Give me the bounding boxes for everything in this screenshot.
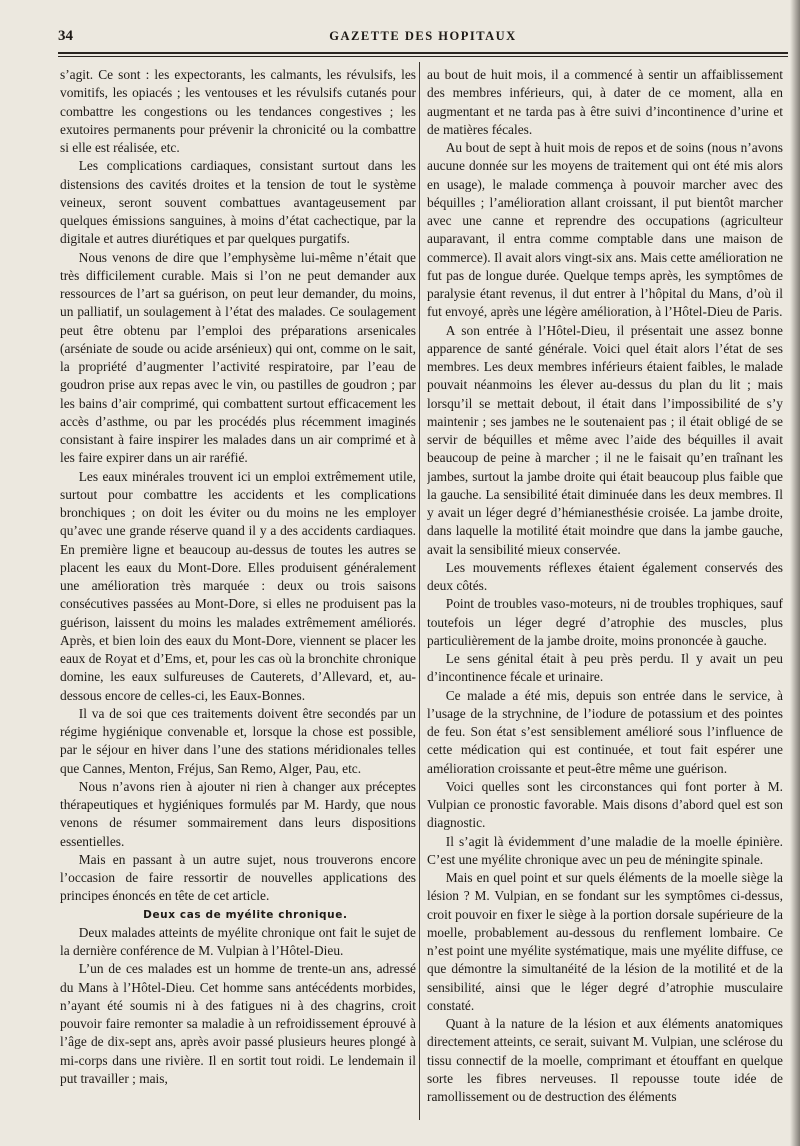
left-column (60, 66, 416, 1136)
paragraph: s’agit. Ce sont : les expectorants, les calmants, les révulsifs, les vomitifs, les opiacés ; les ventouses et les révulsifs cutanés pour combattre les congestions ou les tendances congestives ; les exutoires permanents pour prévenir la chronicité ou la combattre si elle est réalisée, etc. (60, 67, 416, 155)
page-edge-shadow (790, 0, 800, 1146)
running-title: GAZETTE DES HOPITAUX (329, 29, 517, 43)
header-rule-thin (58, 56, 788, 57)
page-number: 34 (58, 28, 73, 44)
paragraph: Les mouvements réflexes étaient également conservés des deux côtés. (427, 559, 783, 593)
paragraph: Il s’agit là évidemment d’une maladie de la moelle épinière. C’est une myélite chronique avec un peu de méningite spinale. (427, 833, 783, 867)
paragraph: A son entrée à l’Hôtel-Dieu, il présentait une assez bonne apparence de santé générale. Voici quel était alors l’état de ses membres. Les deux membres inférieurs étaient faibles, le malade pouvait néanmoins les élever au-dessus du plan du lit ; mais lorsqu’il se mettait debout, il était dans l’impossibilité de s’y maintenir ; ses jambes ne le soutenaient pas ; il était obligé de se servir de béquilles et même avec l’aide des béquilles il avait beaucoup de peine à marcher ; il ne le faisait qu’en traînant les jambes, surtout la jambe droite qui était beaucoup plus faible que la gauche. La sensibilité était diminuée dans les deux membres. Il y avait un léger degré d’hémianesthésie croisée. La jambe droite, dans laquelle la motilité était moindre que dans la jambe gauche, avait la sensibilité mieux conservée. (427, 322, 783, 557)
paragraph: Le sens génital était à peu près perdu. Il y avait un peu d’incontinence fécale et urinaire. (427, 651, 783, 685)
paragraph: Point de troubles vaso-moteurs, ni de troubles trophiques, sauf toutefois un léger degré d’atrophie des muscles, plus particulièrement de la jambe droite, moins prononcée à gauche. (427, 596, 783, 648)
right-column (427, 66, 783, 1136)
paragraph: Il va de soi que ces traitements doivent être secondés par un régime hygiénique convenable et, lorsque la chose est possible, par le séjour en hiver dans l’une des stations méridionales telles que Cannes, Menton, Fréjus, San Remo, Alger, Pau, etc. (60, 705, 416, 776)
header-rule-thick (58, 52, 788, 54)
paragraph: Au bout de sept à huit mois de repos et de soins (nous n’avons aucune donnée sur les moyens de traitement qui ont été mis alors en usage), le malade commença à pouvoir marcher avec des béquilles ; l’amélioration allant croissant, il put bientôt marcher avec une canne et reprendre des occupations (agriculteur auparavant, il entra comme comptable dans une maison de commerce). Il avait alors vingt-six ans. Mais cette amélioration ne fut pas de longue durée. Quelque temps après, les symptômes de paralysie étant revenus, il dut entrer à l’hôpital du Mans, d’où il fut envoyé, après une légère amélioration, à l’Hôtel-Dieu de Paris. (427, 140, 783, 320)
paragraph: Nous n’avons rien à ajouter ni rien à changer aux préceptes thérapeutiques et hygiéniques formulés par M. Hardy, que nous venons de résumer sommairement dans leurs dispositions essentielles. (60, 778, 416, 849)
paragraph: Voici quelles sont les circonstances qui font porter à M. Vulpian ce pronostic favorable. Mais disons d’abord quel est son diagnostic. (427, 778, 783, 831)
paragraph: Nous venons de dire que l’emphysème lui-même n’était que très difficilement curable. Mais si l’on ne peut demander aux ressources de l’art sa guérison, on peut leur demander, du moins, un palliatif, un soulagement à l’état des malades. Ce soulagement peut être obtenu par l’emploi des préparations arsenicales (arséniate de soude ou acide arsénieux) qui ont, comme on le sait, la propriété d’augmenter l’activité respiratoire, par l’eau de goudron prise aux repas avec le vin, ou pastilles de goudron ; par les bains d’air comprimé, qui combattent surtout efficacement les accès d’asthme, ou par les procédés plus récemment imaginés consistant à faire inspirer les malades dans un air comprimé et à les faire expirer dans un air raréfié. (60, 249, 416, 466)
paragraph: L’un de ces malades est un homme de trente-un ans, adressé du Mans à l’Hôtel-Dieu. Cet homme sans antécédents morbides, n’ayant été soumis ni à des fatigues ni à des chagrins, croit pouvoir faire remonter sa maladie à un refroidissement éprouvé à l’âge de dix-sept ans, après avoir passé plusieurs heures plongé à mi-corps dans une rivière. Il en sortit tout roidi. Le lendemain il put travailler ; mais, (60, 961, 416, 1086)
section-heading: Deux cas de myélite chronique. (143, 908, 348, 921)
paragraph: Les eaux minérales trouvent ici un emploi extrêmement utile, surtout pour combattre les accidents et les complications bronchiques ; on doit les éviter ou du moins ne les employer qu’avec une grande réserve quand il y a des accidents cardiaques. En première ligne et beaucoup au-dessus de toutes les autres se placent les eaux du Mont-Dore. Elles produisent généralement une amélioration très marquée : deux ou trois saisons consécutives passées au Mont-Dore, si elles ne produisent pas la guérison, laissent du moins les malades extrêmement améliorés. Après, et bien loin des eaux du Mont-Dore, viennent se placer les eaux de Royat et d’Ems, et, pour les cas où la bronchite chronique domine, les eaux sulfureuses de Cauterets, d’Allevard, et, au-dessous encore de celles-ci, les Eaux-Bonnes. (60, 468, 416, 703)
page-header (58, 26, 788, 48)
paragraph: Quant à la nature de la lésion et aux éléments anatomiques directement atteints, ce serait, suivant M. Vulpian, une sclérose du tissu connectif de la moelle, comprimant et étouffant en quelque sorte les fibres nerveuses. Il repousse toute idée de ramollissement ou de destruction des éléments (427, 1016, 783, 1104)
paragraph: Mais en passant à un autre sujet, nous trouverons encore l’occasion de faire ressortir de nouvelles applications des principes énoncés en tête de cet article. (60, 851, 416, 904)
paragraph: Les complications cardiaques, consistant surtout dans les distensions des cavités droites et la tension de tout le système veineux, seront souvent combattues avantageusement par quelques émissions sanguines, à moins d’état cachectique, par la digitale et autres diurétiques et par quelques purgatifs. (60, 158, 416, 247)
paragraph: Mais en quel point et sur quels éléments de la moelle siège la lésion ? M. Vulpian, en se fondant sur les symptômes ci-dessus, croit pouvoir en fixer le siège à la portion dorsale supérieure de la moelle, probablement au-dessous du renflement lombaire. Ce n’est point une myélite systématique, mais une myélite diffuse, ce que démontre la simultanéité de la lésion de la motilité et de la sensibilité, ainsi que le léger degré d’atrophie musculaire constaté. (427, 870, 783, 1013)
paragraph: Ce malade a été mis, depuis son entrée dans le service, à l’usage de la strychnine, de l’iodure de potassium et des pointes de feu. Son état s’est sensiblement amélioré sous l’influence de cette médication qui est continuée, et tout fait espérer une amélioration croissante et peut-être même une guérison. (427, 687, 783, 776)
paragraph: Deux malades atteints de myélite chronique ont fait le sujet de la dernière conférence de M. Vulpian à l’Hôtel-Dieu. (60, 924, 416, 958)
column-divider (419, 62, 420, 1120)
paragraph: au bout de huit mois, il a commencé à sentir un affaiblissement des membres inférieurs, qui, à dater de ce moment, alla en augmentant et ne tarda pas à être suivi d’incontinence d’urine et de matières fécales. (427, 67, 783, 137)
